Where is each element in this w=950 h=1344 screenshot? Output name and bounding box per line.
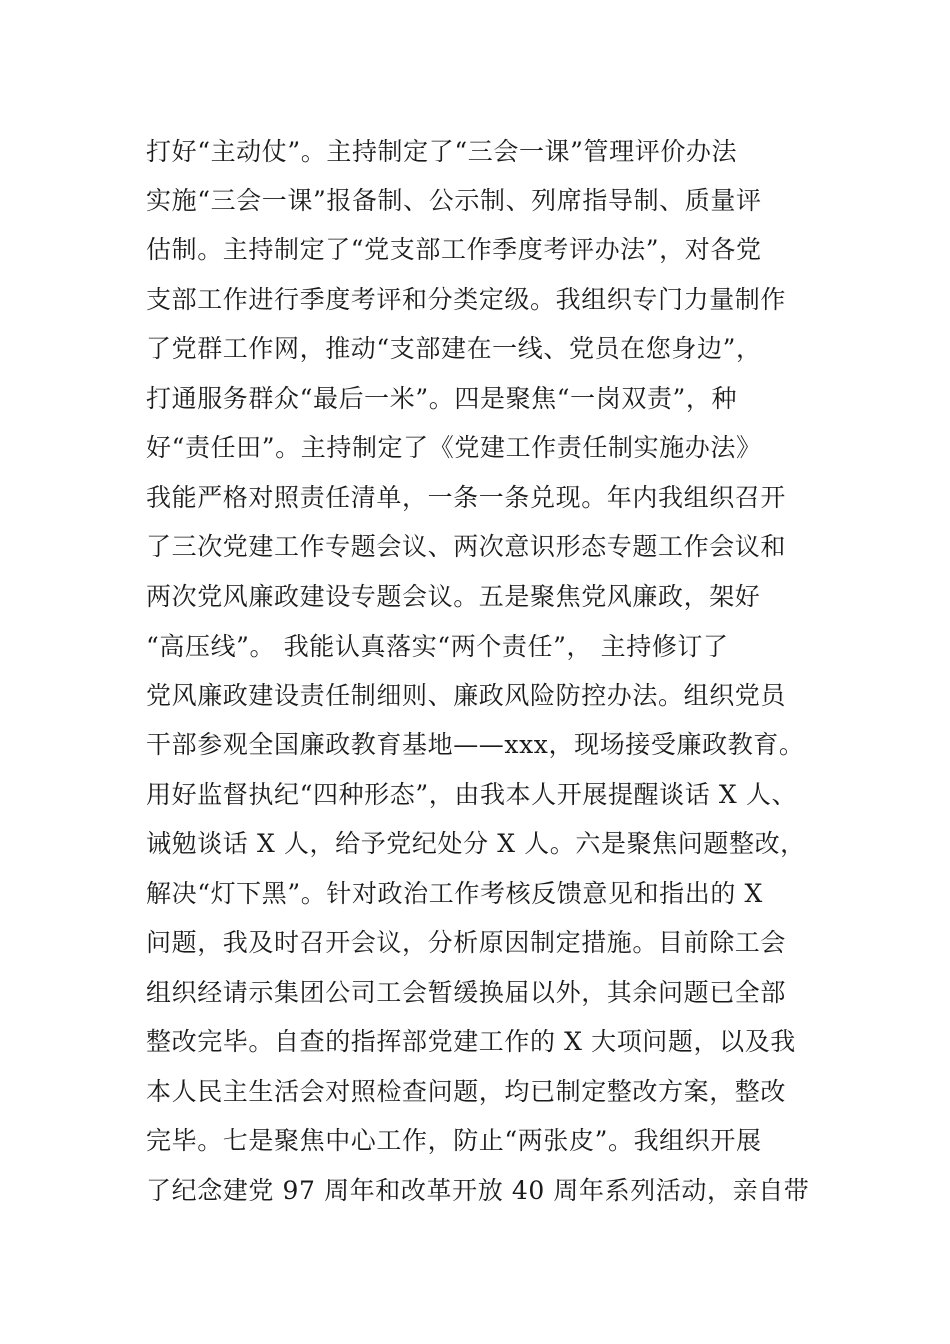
- text-line: 完毕。七是聚焦中心工作，防止“两张皮”。我组织开展: [146, 1126, 762, 1155]
- text-line: 干部参观全国廉政教育基地——xxx，现场接受廉政教育。: [146, 730, 805, 759]
- text-line: 了三次党建工作专题会议、两次意识形态专题工作会议和: [146, 532, 787, 561]
- text-line: 支部工作进行季度考评和分类定级。我组织专门力量制作: [146, 285, 787, 314]
- text-line: 用好监督执纪“四种形态”，由我本人开展提醒谈话 X 人、: [146, 780, 798, 809]
- text-line: “高压线”。 我能认真落实“两个责任”， 主持修订了: [146, 632, 729, 661]
- text-line: 两次党风廉政建设专题会议。五是聚焦党风廉政，架好: [146, 582, 761, 611]
- text-line: 诫勉谈话 X 人，给予党纪处分 X 人。六是聚焦问题整改，: [146, 829, 806, 858]
- text-line: 估制。主持制定了“党支部工作季度考评办法”，对各党: [146, 235, 762, 264]
- text-line: 我能严格对照责任清单，一条一条兑现。年内我组织召开: [146, 483, 787, 512]
- text-line: 了党群工作网，推动“支部建在一线、党员在您身边”，: [146, 334, 762, 363]
- text-line: 了纪念建党 97 周年和改革开放 40 周年系列活动，亲自带: [146, 1176, 810, 1205]
- text-line: 打通服务群众“最后一米”。四是聚焦“一岗双责”，种: [146, 384, 738, 413]
- text-line: 问题，我及时召开会议，分析原因制定措施。目前除工会: [146, 928, 787, 957]
- text-line: 整改完毕。自查的指挥部党建工作的 X 大项问题，以及我: [146, 1027, 796, 1056]
- text-line: 组织经请示集团公司工会暂缓换届以外，其余问题已全部: [146, 978, 787, 1007]
- text-line: 本人民主生活会对照检查问题，均已制定整改方案，整改: [146, 1077, 787, 1106]
- text-line: 党风廉政建设责任制细则、廉政风险防控办法。组织党员: [146, 681, 787, 710]
- text-line: 打好“主动仗”。主持制定了“三会一课”管理评价办法: [146, 137, 738, 166]
- text-line: 好“责任田”。主持制定了《党建工作责任制实施办法》: [146, 433, 762, 462]
- text-line: 实施“三会一课”报备制、公示制、列席指导制、质量评: [146, 186, 762, 215]
- text-line: 解决“灯下黑”。针对政治工作考核反馈意见和指出的 X: [146, 879, 763, 908]
